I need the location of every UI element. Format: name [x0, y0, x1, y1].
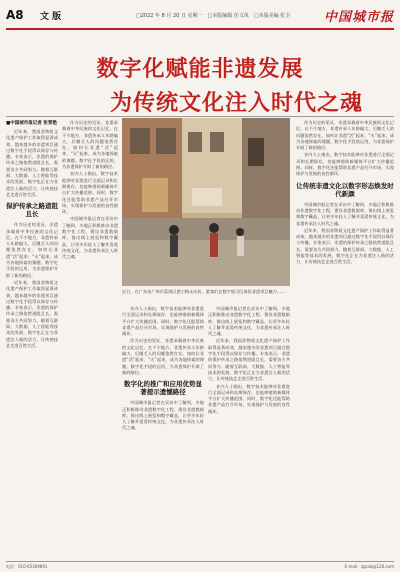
column-1-text-cont: 作为历史的见证，非遗承载着中华民族的文化记忆。在不少地方，非遗传承人年龄偏大、后继乏人的问题依然存在。如何让非遗“活”起来、“火”起来，成为各地探索的课题。数字化手段的运用，为非遗保护开辟了新的路径。	[6, 222, 58, 278]
column-4-text: 中国城市报记者在采访中了解到，多地正积极推动非遗数字化工程，建设非遗数据库，推出线上展览和数字藏品，让更多年轻人了解并喜爱传统文化，为非遗传承注入时代之魂。	[208, 306, 290, 337]
column-5-text-cont-3: 近年来，我国非物质文化遗产保护工作取得显著成效，越来越多的非遗项目通过数字化手段得以保存与传播。专家表示，非遗的保护传承之路依然道阻且长，需要各方共同努力。随着互联网、大数据、人工智能等技术的发展，数字化正在为非遗注入新的活力，让传统技艺走进百姓生活。	[296, 227, 394, 265]
dateline: □2022 年 8 月 20 日 星期一 □本版编辑 任文凤 □本版美编 张卫	[136, 13, 291, 19]
column-1-text-cont-2: 近年来，我国非物质文化遗产保护工作取得显著成效，越来越多的非遗项目通过数字化手段得以保存与传播。专家表示，非遗的保护传承之路依然道阻且长，需要各方共同努力。随着互联网、大数据、人工智能等技术的发展，数字化正在为非遗注入新的活力，让传统技艺走进百姓生活。	[6, 279, 58, 348]
page-footer	[6, 561, 394, 570]
subhead-2: 数字化的推广和应用优势显著提示遗憾路径	[124, 380, 202, 397]
column-2-text: 作为历史的见证，非遗承载着中华民族的文化记忆。在不少地方，非遗传承人年龄偏大、后继乏人的问题依然存在。如何让非遗“活”起来、“火”起来，成为各地探索的课题。数字化手段的运用，为非遗保护开辟了新的路径。	[62, 120, 118, 170]
footer-email: E-mail：zgcsb@126.com	[344, 564, 394, 569]
page-number: A8	[6, 8, 24, 22]
column-3-text-cont: 作为历史的见证，非遗承载着中华民族的文化记忆。在不少地方，非遗传承人年龄偏大、后继乏人的问题依然存在。如何让非遗“活”起来、“火”起来，成为各地探索的课题。数字化手段的运用，为非遗保护开辟了新的路径。	[122, 338, 204, 375]
article-column-5	[296, 120, 394, 558]
article-column-2	[62, 120, 118, 558]
article-column-3	[122, 306, 204, 558]
street-scene-image	[122, 118, 290, 286]
column-3-text: 业内人士指出，数字技术能够对非遗进行全面记录和长期保存，也能够借助新媒体平台扩大传播范围。同时，数字化还能帮助非遗产品打开市场，实现保护与发展的良性循环。	[122, 306, 204, 337]
page-header	[6, 6, 394, 30]
column-1-text: 近年来，我国非物质文化遗产保护工作取得显著成效，越来越多的非遗项目通过数字化手段得以保存与传播。专家表示，非遗的保护传承之路依然道阻且长，需要各方共同努力。随着互联网、大数据、人工智能等技术的发展，数字化正在为非遗注入新的活力，让传统技艺走进百姓生活。	[6, 129, 58, 197]
column-4-text-cont: 近年来，我国非物质文化遗产保护工作取得显著成效，越来越多的非遗项目通过数字化手段得以保存与传播。专家表示，非遗的保护传承之路依然道阻且长，需要各方共同努力。随着互联网、大数据、人工智能等技术的发展，数字化正在为非遗注入新的活力，让传统技艺走进百姓生活。	[208, 338, 290, 382]
article-column-4	[208, 306, 290, 558]
news-photo	[122, 118, 290, 286]
subhead-1: 保护传承之路道阻且长	[6, 202, 58, 219]
column-2-text-cont: 业内人士指出，数字技术能够对非遗进行全面记录和长期保存，也能够借助新媒体平台扩大传播范围。同时，数字化还能帮助非遗产品打开市场，实现保护与发展的良性循环。	[62, 171, 118, 215]
column-5-text: 作为历史的见证，非遗承载着中华民族的文化记忆。在不少地方，非遗传承人年龄偏大、后继乏人的问题依然存在。如何让非遗“活”起来、“火”起来，成为各地探索的课题。数字化手段的运用，为非遗保护开辟了新的路径。	[296, 120, 394, 151]
column-5-text-cont-2: 中国城市报记者在采访中了解到，多地正积极推动非遗数字化工程，建设非遗数据库，推出线上展览和数字藏品，让更多年轻人了解并喜爱传统文化，为非遗传承注入时代之魂。	[296, 201, 394, 226]
masthead-logo: 中国城市报	[323, 10, 394, 25]
subhead-3: 让传统非遗文化以数字形态焕发时代新颜	[296, 181, 394, 198]
footer-phone: 电话：010-65369891	[6, 564, 48, 569]
byline: ■中国城市报记者 张雪艳	[6, 121, 57, 126]
column-2-text-cont-2: 中国城市报记者在采访中了解到，多地正积极推动非遗数字化工程，建设非遗数据库，推出线上展览和数字藏品，让更多年轻人了解并喜爱传统文化，为非遗传承注入时代之魂。	[62, 216, 118, 260]
photo-caption: 近日，在广东省广州市荔湾区恩宁路永庆坊，游客们在数字展示区体验非遗项目魅力……	[122, 289, 286, 294]
column-4-text-cont-2: 业内人士指出，数字技术能够对非遗进行全面记录和长期保存，也能够借助新媒体平台扩大传播范围。同时，数字化还能帮助非遗产品打开市场，实现保护与发展的良性循环。	[208, 383, 290, 414]
headline-line-2: 为传统文化注入时代之魂	[110, 90, 364, 116]
column-3-text-cont-2: 中国城市报记者在采访中了解到，多地正积极推动非遗数字化工程，建设非遗数据库，推出线上展览和数字藏品，让更多年轻人了解并喜爱传统文化，为非遗传承注入时代之魂。	[122, 400, 204, 431]
section-name: 文 版	[40, 12, 62, 22]
headline-line-1: 数字化赋能非遗发展	[96, 56, 304, 82]
article-column-1	[6, 120, 58, 558]
column-5-text-cont: 业内人士指出，数字技术能够对非遗进行全面记录和长期保存，也能够借助新媒体平台扩大传播范围。同时，数字化还能帮助非遗产品打开市场，实现保护与发展的良性循环。	[296, 152, 394, 177]
headline-divider	[6, 116, 394, 117]
